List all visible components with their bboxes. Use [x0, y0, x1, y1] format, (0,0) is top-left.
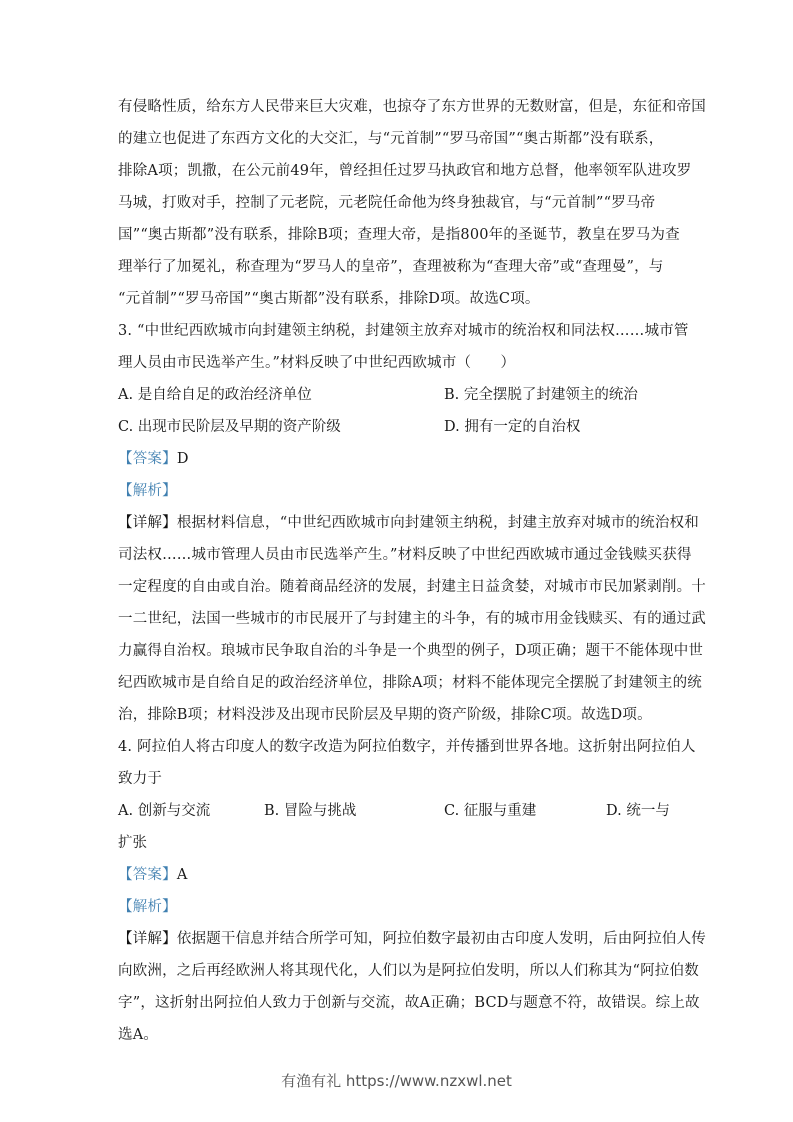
question-3-option-d: D. 拥有一定的自治权	[444, 419, 581, 435]
question-4-detail	[118, 929, 706, 949]
question-4-option-a: A. 创新与交流	[118, 803, 211, 819]
question-4-stem: 4. 阿拉伯人将古印度人的数字改造为阿拉伯数字，并传播到世界各地。这折射出阿拉伯人	[118, 739, 696, 755]
question-4-detail: 向欧洲，之后再经欧洲人将其现代化，人们以为是阿拉伯发明，所以人们称其为“阿拉伯数	[118, 963, 699, 979]
answer-value: A	[176, 867, 188, 883]
continuation-line: 排除A项；凯撒，在公元前49年，曾经担任过罗马执政官和地方总督，他率领军队进攻罗	[118, 163, 692, 179]
question-4-detail: 字”，这折射出阿拉伯人致力于创新与交流，故A正确；BCD与题意不符，故错误。综上故	[118, 995, 700, 1011]
question-3-analysis	[118, 481, 177, 501]
continuation-line: 国”“奥古斯都”没有联系，排除B项；查理大帝，是指800年的圣诞节，教皇在罗马为查	[118, 227, 680, 243]
question-3-answer	[118, 449, 189, 469]
continuation-line: 的建立也促进了东西方文化的大交汇，与“元首制”“罗马帝国”“奥古斯都”没有联系，	[118, 131, 664, 147]
analysis-label: 【解析】	[118, 483, 177, 499]
question-3-detail	[118, 513, 699, 533]
question-4-option-b: B. 冒险与挑战	[264, 803, 357, 819]
question-3-detail: 治，排除B项；材料没涉及出现市民阶层及早期的资产阶级，排除C项。故选D项。	[118, 707, 652, 723]
question-4-stem: 致力于	[118, 771, 163, 787]
question-4-answer	[118, 865, 187, 885]
continuation-line: 有侵略性质，给东方人民带来巨大灾难，也掠夺了东方世界的无数财富，但是，东征和帝国	[118, 99, 706, 115]
continuation-line: 理举行了加冕礼，称查理为“罗马人的皇帝”，查理被称为“查理大帝”或“查理曼”，与	[118, 259, 664, 275]
detail-text: 根据材料信息，“中世纪西欧城市向封建领主纳税，封建主放弃对城市的统治权和	[176, 515, 699, 531]
question-3-detail: 一二世纪，法国一些城市的市民展开了与封建主的斗争，有的城市用金钱赎买、有的通过武	[118, 611, 706, 627]
question-4-analysis	[118, 897, 177, 917]
continuation-line: “元首制”“罗马帝国”“奥古斯都”没有联系，排除D项。故选C项。	[118, 291, 540, 307]
footer-watermark: 有渔有礼 https://www.nzxwl.net	[281, 1072, 512, 1090]
detail-label: 【详解】	[118, 515, 177, 531]
question-3-stem: 3. “中世纪西欧城市向封建领主纳税，封建领主放弃对城市的统治权和同法权……城市管	[118, 323, 689, 339]
question-3-option-a: A. 是自给自足的政治经济单位	[118, 387, 312, 403]
answer-label: 【答案】	[118, 451, 177, 467]
question-3-option-b: B. 完全摆脱了封建领主的统治	[444, 387, 638, 403]
question-4-option-d: D. 统一与	[606, 803, 670, 819]
question-4-detail: 选A。	[118, 1027, 159, 1043]
continuation-line: 马城，打败对手，控制了元老院，元老院任命他为终身独裁官，与“元首制”“罗马帝	[118, 195, 656, 211]
question-3-detail: 司法权……城市管理人员由市民选举产生。”材料反映了中世纪西欧城市通过金钱赎买获得	[118, 547, 692, 563]
question-3-detail: 一定程度的自由或自治。随着商品经济的发展，封建主日益贪婪，对城市市民加紧剥削。十	[118, 579, 706, 595]
detail-label: 【详解】	[118, 931, 177, 947]
answer-label: 【答案】	[118, 867, 177, 883]
question-4-option-d-continued: 扩张	[118, 835, 147, 851]
question-3-stem: 理人员由市民选举产生。”材料反映了中世纪西欧城市（ ）	[118, 355, 516, 371]
question-3-option-c: C. 出现市民阶层及早期的资产阶级	[118, 419, 341, 435]
answer-value: D	[176, 451, 189, 467]
detail-text: 依据题干信息并结合所学可知，阿拉伯数字最初由古印度人发明，后由阿拉伯人传	[176, 931, 707, 947]
question-4-option-c: C. 征服与重建	[444, 803, 537, 819]
question-3-detail: 力赢得自治权。琅城市民争取自治的斗争是一个典型的例子，D项正确；题干不能体现中世	[118, 643, 704, 659]
analysis-label: 【解析】	[118, 899, 177, 915]
question-3-detail: 纪西欧城市是自给自足的政治经济单位，排除A项；材料不能体现完全摆脱了封建领主的统	[118, 675, 702, 691]
